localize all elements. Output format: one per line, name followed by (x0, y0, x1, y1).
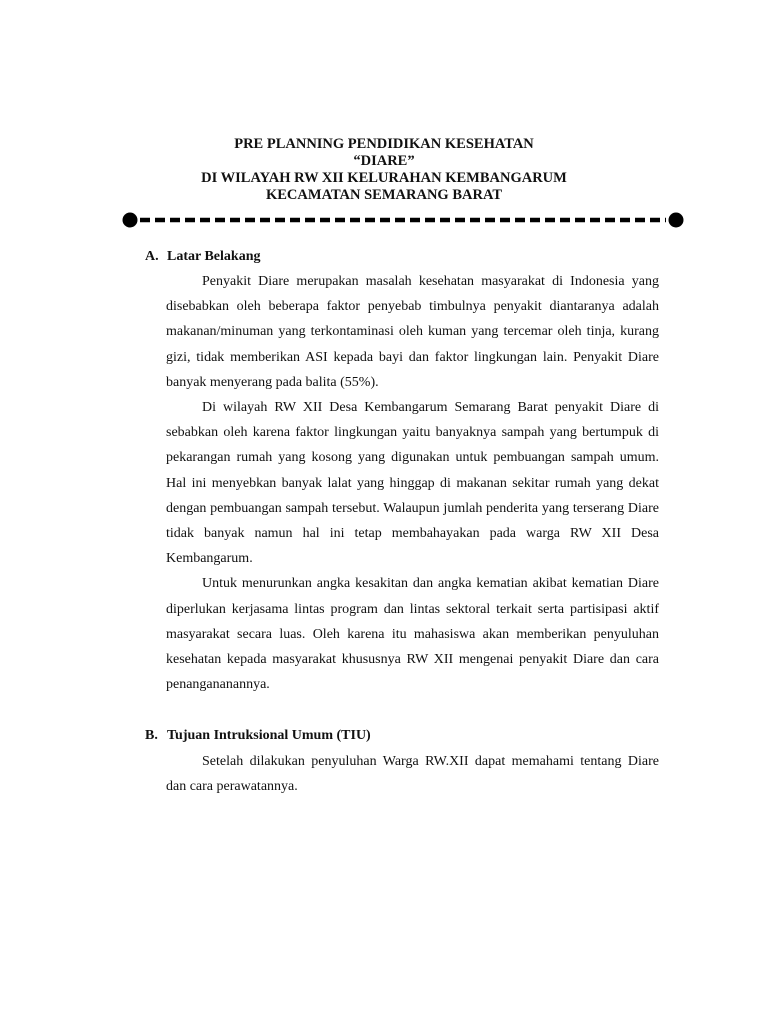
section-b-title: Tujuan Intruksional Umum (TIU) (167, 728, 371, 743)
section-a-title: Latar Belakang (167, 249, 261, 264)
section-b-body (166, 749, 659, 799)
title-line-2: “DIARE” (353, 153, 415, 169)
title-line-4: KECAMATAN SEMARANG BARAT (265, 187, 503, 203)
section-a-paragraph-1: Penyakit Diare merupakan masalah kesehatan masyarakat di Indonesia yang disebabkan oleh beberapa faktor penyebab timbulnya penyakit diantaranya adalah makanan/minuman yang terkontaminasi oleh kuman yang tercemar oleh tinja, kurang gizi, tidak memberikan ASI kepada bayi dan faktor lingkungan lain. Penyakit Diare banyak menyerang pada balita (55%). (166, 274, 659, 390)
section-b-heading (145, 727, 371, 745)
document-title (0, 136, 768, 204)
title-line-3: DI WILAYAH RW XII KELURAHAN KEMBANGARUM (201, 170, 567, 186)
section-a-letter: A. (145, 249, 159, 264)
section-a-paragraph-3: Untuk menurunkan angka kesakitan dan angka kematian akibat kematian Diare diperlukan kerjasama lintas program dan lintas sektoral terkait serta partisipasi aktif masyarakat secara luas. Oleh karena itu mahasiswa akan memberikan penyuluhan kesehatan kepada masyarakat khususnya RW XII mengenai penyakit Diare dan cara penangananannya. (166, 576, 659, 693)
title-divider (122, 210, 684, 230)
section-b-letter: B. (145, 728, 158, 743)
title-line-1: PRE PLANNING PENDIDIKAN KESEHATAN (234, 136, 534, 152)
section-a-paragraph-2: Di wilayah RW XII Desa Kembangarum Semarang Barat penyakit Diare di sebabkan oleh karena faktor lingkungan yaitu banyaknya sampah yang bertumpuk di pekarangan rumah yang kosong yang digunakan untuk pembuangan sampah umum. Hal ini menyebkan banyak lalat yang hinggap di makanan sekitar rumah yang dekat dengan pembuangan sampah tersebut. Walaupun jumlah penderita yang terserang Diare tidak banyak namun hal ini tetap membahayakan pada warga RW XII Desa Kembangarum. (166, 400, 659, 567)
section-b-paragraph-1: Setelah dilakukan penyuluhan Warga RW.XII dapat memahami tentang Diare dan cara perawatannya. (166, 754, 659, 795)
section-a-heading (145, 248, 260, 266)
section-a-body (166, 269, 659, 697)
